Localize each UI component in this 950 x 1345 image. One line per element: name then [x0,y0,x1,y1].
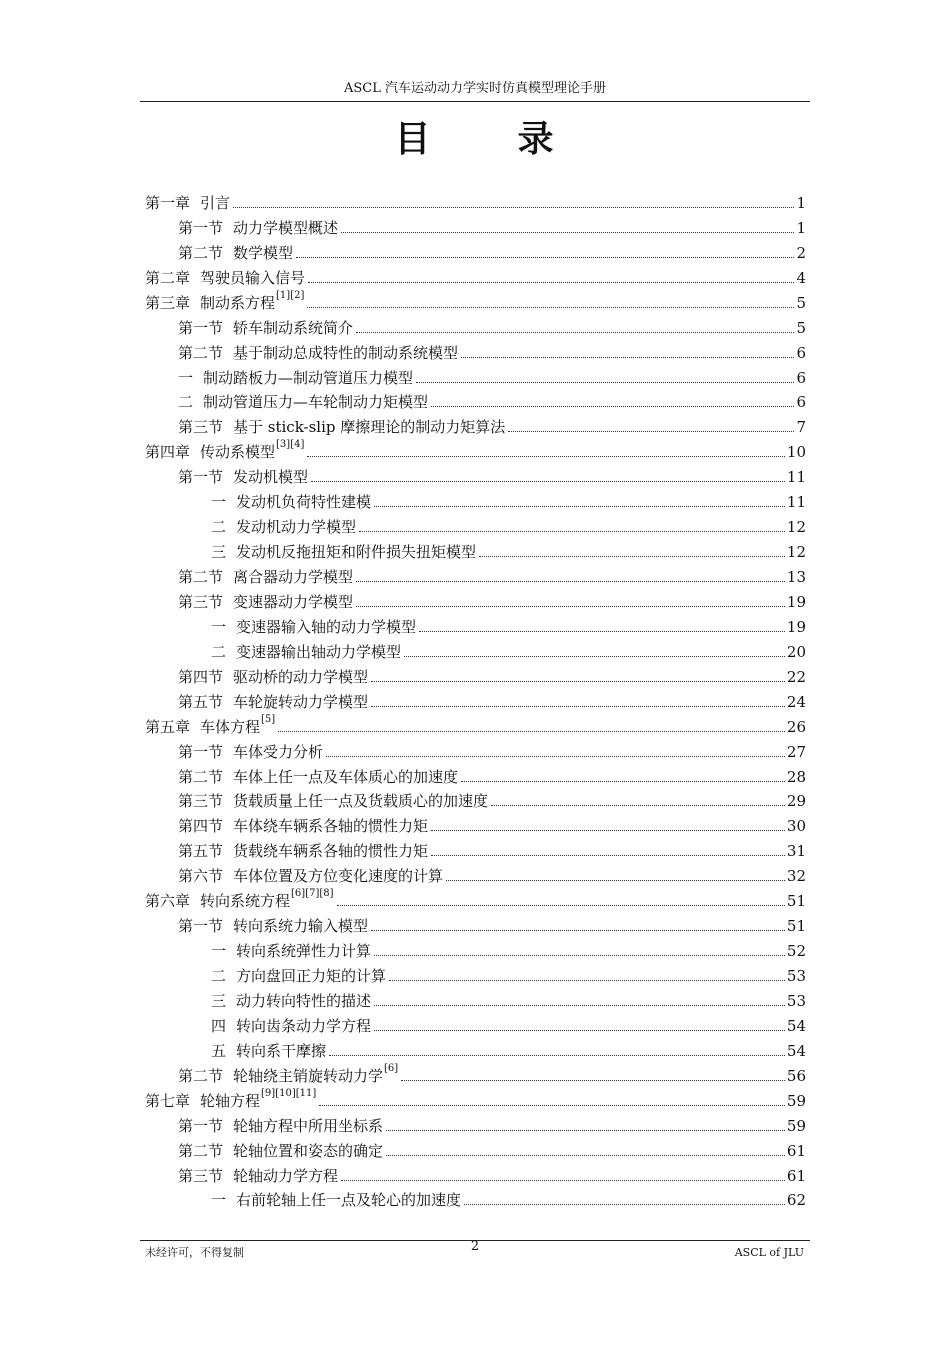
toc-entry-number: 第五节 [178,692,224,711]
toc-entry[interactable] [145,587,806,612]
toc-entry-page: 27 [786,742,806,761]
toc-entry-number: 三 [211,543,227,562]
toc-entry-number: 一 [211,617,227,636]
dot-leader [296,257,794,258]
toc-entry-page: 61 [786,1166,806,1185]
toc-entry[interactable] [145,437,806,462]
toc-entry-page: 20 [786,642,806,661]
toc-entry-page: 10 [786,443,806,462]
toc-entry[interactable] [145,537,806,562]
toc-entry[interactable] [145,886,806,911]
toc-entry-page: 32 [786,867,806,886]
toc-entry-title: 轮轴方程中所用坐标系 [233,1116,384,1135]
toc-entry-page: 28 [786,767,806,786]
toc-entry-title: 制动系方程 [200,293,276,312]
toc-entry-page: 56 [786,1066,806,1085]
toc-entry[interactable] [145,462,806,487]
toc-entry-number: 第四章 [145,443,191,462]
toc-entry[interactable] [145,911,806,936]
dot-leader [308,282,794,283]
toc-entry[interactable] [145,662,806,687]
dot-leader [359,531,785,532]
toc-entry[interactable] [145,338,806,363]
toc-entry-title: 动力转向特性的描述 [236,991,372,1010]
toc-entry-title: 轮轴位置和姿态的确定 [233,1141,384,1160]
toc-entry-number: 第三章 [145,293,191,312]
toc-entry[interactable] [145,288,806,313]
toc-entry-page: 51 [786,917,806,936]
toc-entry-page: 62 [786,1191,806,1210]
toc-entry-references: [5] [261,713,276,725]
dot-leader [419,631,785,632]
toc-entry-number: 第五章 [145,717,191,736]
toc-entry-title: 轮轴绕主销旋转动力学 [233,1066,384,1085]
toc-entry-number: 一 [211,942,227,961]
dot-leader [386,1130,785,1131]
toc-entry-page: 29 [786,792,806,811]
toc-entry-title: 变速器动力学模型 [233,592,354,611]
toc-entry-page: 6 [796,368,806,387]
toc-entry-number: 第二节 [178,343,224,362]
toc-entry-title: 车轮旋转动力学模型 [233,692,369,711]
toc-entry-title: 动力学模型概述 [233,218,339,237]
dot-leader [371,681,785,682]
toc-entry-page: 13 [786,568,806,586]
toc-entry-page: 4 [796,268,806,287]
toc-entry-title: 传动系模型 [200,443,276,462]
toc-entry[interactable] [145,1186,806,1211]
toc-entry[interactable] [145,762,806,787]
toc-entry-title: 车体方程 [200,717,261,736]
toc-entry-number: 五 [211,1041,227,1060]
toc-entry-title: 车体位置及方位变化速度的计算 [233,867,444,886]
toc-entry[interactable] [145,1086,806,1111]
toc-entry-title: 离合器动力学模型 [233,568,354,586]
dot-leader [479,556,785,557]
dot-leader [341,1180,785,1181]
toc-entry-title: 轿车制动系统简介 [233,318,354,337]
toc-entry-title: 制动踏板力—制动管道压力模型 [203,368,414,387]
toc-entry-title: 驾驶员输入信号 [200,268,306,287]
toc-entry-title: 车体绕车辆系各轴的惯性力矩 [233,817,429,836]
toc-entry-page: 61 [786,1141,806,1160]
toc-entry-page: 5 [796,318,806,337]
dot-leader [404,656,785,657]
toc-entry-title: 车体受力分析 [233,742,324,761]
toc-entry-number: 第二章 [145,268,191,287]
toc-entry-page: 6 [796,343,806,362]
dot-leader [278,731,785,732]
toc-entry-number: 第四节 [178,667,224,686]
toc-entry-title: 引言 [200,193,231,212]
toc-entry[interactable] [145,487,806,512]
toc-entry-number: 第一节 [178,917,224,936]
toc-entry[interactable] [145,1011,806,1036]
toc-entry-number: 二 [211,518,227,537]
dot-leader [386,1155,785,1156]
toc-entry-title: 转向系统力输入模型 [233,917,369,936]
toc-entry[interactable] [145,687,806,712]
dot-leader [464,1204,785,1205]
toc-entry-page: 26 [786,717,806,736]
toc-entry-page: 5 [796,293,806,312]
toc-entry-page: 53 [786,967,806,985]
title-char-right: 录 [517,119,556,160]
toc-entry-title: 轮轴动力学方程 [233,1166,339,1185]
dot-leader [508,431,794,432]
toc-entry-number: 第三节 [178,592,224,611]
toc-entry[interactable] [145,188,806,213]
toc-entry-number: 四 [211,1016,227,1035]
dot-leader [356,332,794,333]
toc-entry-page: 19 [786,617,806,636]
toc-entry-references: [6] [384,1062,399,1074]
dot-leader [431,406,794,407]
toc-entry[interactable] [145,363,806,388]
toc-entry-title: 发动机负荷特性建模 [236,493,372,512]
dot-leader [356,581,785,582]
toc-entry[interactable] [145,562,806,587]
toc-entry-title: 转向系干摩擦 [236,1041,327,1060]
toc-entry-number: 第二节 [178,568,224,586]
toc-entry-title: 基于 stick-slip 摩擦理论的制动力矩算法 [233,418,506,437]
toc-entry-references: [3][4] [276,439,305,451]
toc-entry-title: 驱动桥的动力学模型 [233,667,369,686]
dot-leader [374,1005,785,1006]
dot-leader [329,1055,785,1056]
toc-entry[interactable] [145,263,806,288]
toc-entry[interactable] [145,1036,806,1061]
toc-entry[interactable] [145,612,806,637]
toc-entry-number: 第六节 [178,867,224,886]
dot-leader [319,1105,785,1106]
toc-entry-title: 货载绕车辆系各轴的惯性力矩 [233,842,429,861]
toc-entry-page: 59 [786,1116,806,1135]
toc-entry-title: 货载质量上任一点及货载质心的加速度 [233,792,489,811]
toc-entry[interactable] [145,388,806,413]
toc-entry-number: 第三节 [178,418,224,437]
title-char-left: 目 [394,119,433,160]
toc-entry-number: 第二节 [178,1066,224,1085]
running-header: ASCL 汽车运动动力学实时仿真模型理论手册 [343,81,606,96]
dot-leader [431,830,785,831]
dot-leader [431,855,785,856]
dot-leader [311,481,785,482]
toc-entry[interactable] [145,861,806,886]
dot-leader [356,606,785,607]
toc-entry-page: 51 [786,892,806,911]
toc-entry-title: 转向系统方程 [200,892,291,911]
toc-entry[interactable] [145,1111,806,1136]
toc-entry-number: 第一节 [178,1116,224,1135]
toc-entry-page: 22 [786,667,806,686]
toc-entry-title: 车体上任一点及车体质心的加速度 [233,767,459,786]
toc-entry-references: [9][10][11] [261,1087,317,1099]
toc-entry-page: 52 [786,942,806,961]
toc-entry-title: 转向系统弹性力计算 [236,942,372,961]
table-of-contents [145,188,806,1210]
toc-entry-number: 第三节 [178,1166,224,1185]
toc-entry-number: 一 [211,1191,227,1210]
toc-entry-title: 制动管道压力—车轮制动力矩模型 [203,393,429,412]
toc-entry[interactable] [145,213,806,238]
header-rule [140,101,810,102]
toc-entry-number: 第二节 [178,1141,224,1160]
toc-entry-page: 54 [786,1041,806,1060]
toc-entry-number: 第二节 [178,767,224,786]
toc-entry-title: 发动机模型 [233,468,309,487]
toc-entry[interactable] [145,811,806,836]
toc-entry[interactable] [145,787,806,812]
toc-entry-page: 12 [786,543,806,562]
toc-entry[interactable] [145,1161,806,1186]
toc-entry-number: 第一节 [178,468,224,487]
dot-leader [401,1080,785,1081]
toc-entry[interactable] [145,512,806,537]
toc-entry-page: 1 [796,193,806,212]
dot-leader [374,1030,785,1031]
toc-entry-number: 第五节 [178,842,224,861]
dot-leader [307,307,794,308]
toc-entry-title: 变速器输入轴的动力学模型 [236,617,417,636]
dot-leader [371,930,785,931]
toc-entry-page: 1 [796,218,806,237]
dot-leader [374,506,785,507]
toc-entry-title: 发动机动力学模型 [236,518,357,537]
toc-entry-page: 24 [786,692,806,711]
dot-leader [446,880,785,881]
toc-entry[interactable] [145,737,806,762]
toc-entry-page: 2 [796,243,806,262]
page-number: 2 [470,1239,480,1254]
toc-entry-title: 变速器输出轴动力学模型 [236,642,402,661]
toc-entry-number: 第四节 [178,817,224,836]
toc-entry[interactable] [145,712,806,737]
dot-leader [337,905,785,906]
toc-entry-number: 第三节 [178,792,224,811]
dot-leader [461,357,794,358]
toc-entry-number: 一 [211,493,227,512]
toc-entry-number: 二 [211,967,227,985]
toc-entry[interactable] [145,637,806,662]
toc-entry-number: 二 [178,393,194,412]
toc-entry-number: 三 [211,991,227,1010]
toc-entry-title: 数学模型 [233,243,294,262]
toc-entry-page: 19 [786,592,806,611]
toc-entry-page: 30 [786,817,806,836]
dot-leader [233,207,794,208]
toc-entry-number: 第七章 [145,1091,191,1110]
toc-entry-references: [1][2] [276,289,305,301]
toc-entry-title: 轮轴方程 [200,1091,261,1110]
toc-entry-page: 11 [786,493,806,512]
toc-entry-title: 方向盘回正力矩的计算 [236,967,387,985]
toc-entry-page: 53 [786,991,806,1010]
toc-entry[interactable] [145,836,806,861]
toc-entry[interactable] [145,1061,806,1086]
toc-entry[interactable] [145,1136,806,1161]
toc-entry-page: 59 [786,1091,806,1110]
toc-entry[interactable] [145,961,806,986]
dot-leader [371,706,785,707]
toc-entry[interactable] [145,986,806,1011]
toc-entry[interactable] [145,313,806,338]
toc-entry[interactable] [145,412,806,437]
page-title [0,118,950,162]
toc-entry-number: 一 [178,368,194,387]
organization-name: ASCL of JLU [734,1246,804,1259]
dot-leader [416,382,794,383]
toc-entry-title: 转向齿条动力学方程 [236,1016,372,1035]
toc-entry-page: 11 [786,468,806,487]
toc-entry[interactable] [145,238,806,263]
toc-entry[interactable] [145,936,806,961]
toc-entry-page: 12 [786,518,806,537]
copyright-notice: 未经许可，不得复制 [145,1246,244,1259]
toc-entry-number: 第一节 [178,318,224,337]
dot-leader [374,955,785,956]
toc-entry-page: 54 [786,1016,806,1035]
dot-leader [491,805,785,806]
dot-leader [389,980,785,981]
toc-entry-references: [6][7][8] [291,888,334,900]
toc-entry-number: 第六章 [145,892,191,911]
dot-leader [307,456,785,457]
toc-entry-page: 7 [796,418,806,437]
dot-leader [461,781,785,782]
toc-entry-page: 6 [796,393,806,412]
toc-entry-page: 31 [786,842,806,861]
toc-entry-title: 右前轮轴上任一点及轮心的加速度 [236,1191,462,1210]
dot-leader [341,232,794,233]
toc-entry-number: 第一节 [178,218,224,237]
toc-entry-number: 第二节 [178,243,224,262]
dot-leader [326,756,785,757]
toc-entry-title: 基于制动总成特性的制动系统模型 [233,343,459,362]
toc-entry-number: 第一章 [145,193,191,212]
toc-entry-number: 第一节 [178,742,224,761]
toc-entry-number: 二 [211,642,227,661]
toc-entry-title: 发动机反拖扭矩和附件损失扭矩模型 [236,543,477,562]
